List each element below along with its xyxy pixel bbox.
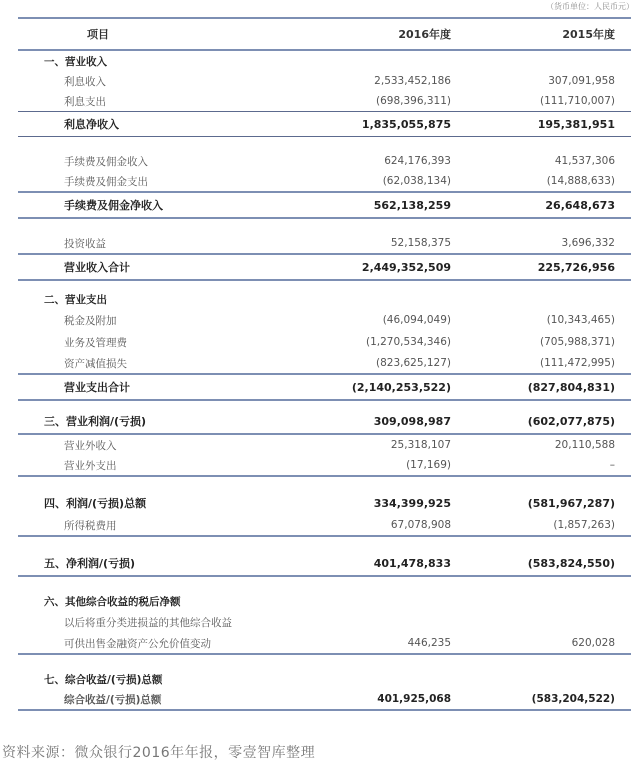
section-net-profit: 五、净利润/(亏损) 401,478,833 (583,824,550): [44, 556, 615, 570]
table-row: 利息支出 (698,396,311) (111,710,007): [64, 95, 615, 108]
table-row: 税金及附加 (46,094,049) (10,343,465): [64, 314, 615, 327]
section-operating-profit: 三、营业利润/(亏损) 309,098,987 (602,077,875): [44, 414, 615, 428]
table-row: 营业外收入 25,318,107 20,110,588: [64, 439, 615, 452]
header-2016: 2016年度: [398, 28, 451, 41]
source-note: 资料来源：微众银行2016年年报，零壹智库整理: [2, 745, 316, 761]
table-row: 以后将重分类进损益的其他综合收益: [64, 616, 232, 629]
table-row: 资产减值损失 (823,625,127) (111,472,995): [64, 357, 615, 370]
section-operating-income: 一、营业收入: [44, 55, 107, 68]
section-total-profit: 四、利润/(亏损)总额 334,399,925 (581,967,287): [44, 496, 615, 510]
table-header: [18, 19, 631, 49]
header-2015: 2015年度: [562, 28, 615, 41]
section-other-comprehensive-income: 六、其他综合收益的税后净额: [44, 595, 181, 608]
table-row: 所得税费用 67,078,908 (1,857,263): [64, 519, 615, 532]
table-row-total: 营业支出合计 (2,140,253,522) (827,804,831): [64, 380, 615, 394]
table-row: 利息收入 2,533,452,186 307,091,958: [64, 75, 615, 88]
table-row: 手续费及佣金收入 624,176,393 41,537,306: [64, 155, 615, 168]
table-row-subtotal: 利息净收入 1,835,055,875 195,381,951: [64, 117, 615, 131]
income-statement-table: [18, 17, 631, 711]
section-comprehensive-income: 七、综合收益/(亏损)总额: [44, 673, 163, 686]
table-row: 营业外支出 (17,169) –: [64, 459, 615, 472]
section-operating-expense: 二、营业支出: [44, 293, 107, 306]
header-item: 项目: [87, 28, 109, 41]
table-row: 综合收益/(亏损)总额 401,925,068 (583,204,522): [64, 693, 615, 706]
divider: [18, 709, 631, 711]
table-row: 手续费及佣金支出 (62,038,134) (14,888,633): [64, 175, 615, 188]
currency-unit-note: （货币单位：人民币元）: [546, 2, 634, 11]
table-row: 可供出售金融资产公允价值变动 446,235 620,028: [64, 637, 615, 650]
table-row: 投资收益 52,158,375 3,696,332: [64, 237, 615, 250]
table-row: 业务及管理费 (1,270,534,346) (705,988,371): [64, 336, 615, 349]
table-row-total: 营业收入合计 2,449,352,509 225,726,956: [64, 260, 615, 274]
table-row-subtotal: 手续费及佣金净收入 562,138,259 26,648,673: [64, 198, 615, 212]
